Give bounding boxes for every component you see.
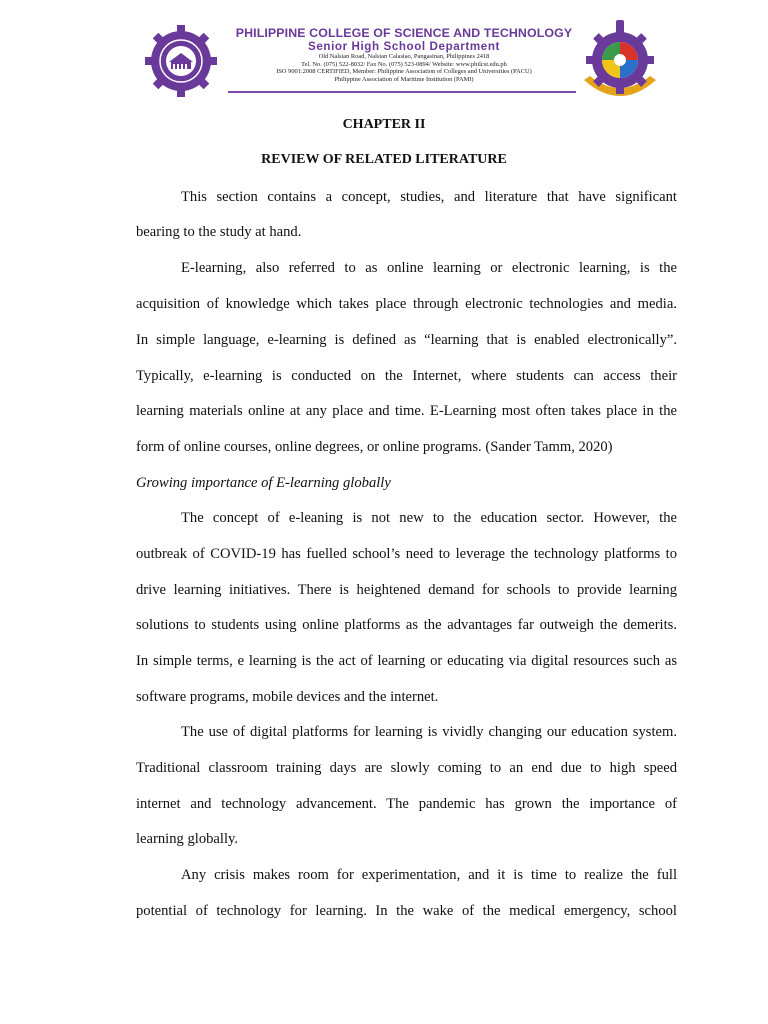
body-line: E-learning, also referred to as online learning or electronic learning, is the [181, 260, 677, 276]
body-line: Traditional classroom training days are slowly coming to an end due to high speed [136, 760, 677, 776]
body-line: Typically, e-learning is conducted on the Internet, where students can access their [136, 368, 677, 384]
subheading: Growing importance of E-learning globally [136, 475, 391, 491]
body-line: bearing to the study at hand. [136, 224, 302, 240]
college-contact: Tel. No. (075) 522-8032/ Fax No. (075) 523-0894/ Website: www.philcst.edu.ph [301, 60, 507, 68]
college-name: PHILIPPINE COLLEGE OF SCIENCE AND TECHNOLOGY [235, 26, 573, 40]
letterhead-rule [228, 91, 576, 93]
body-line: software programs, mobile devices and the internet. [136, 689, 439, 705]
letterhead [140, 20, 660, 106]
body-line: potential of technology for learning. In the wake of the medical emergency, school [136, 903, 677, 919]
body-line: learning globally. [136, 831, 238, 847]
department-name: Senior High School Department [308, 40, 500, 53]
body-line: In simple language, e-learning is defined as “learning that is enabled electronically”. [136, 332, 677, 348]
body-line: Any crisis makes room for experimentation, and it is time to realize the full [181, 867, 677, 883]
body-line: form of online courses, online degrees, or online programs. (Sander Tamm, 2020) [136, 439, 613, 455]
body-line: In simple terms, e learning is the act of learning or educating via digital resources such as [136, 653, 677, 669]
body-line: The concept of e-leaning is not new to the education sector. However, the [181, 510, 677, 526]
body-line: internet and technology advancement. The pandemic has grown the importance of [136, 796, 677, 812]
body-line: acquisition of knowledge which takes place through electronic technologies and media. [136, 296, 677, 312]
body-line: learning materials online at any place and time. E-Learning most often takes place in the [136, 403, 677, 419]
section-title: REVIEW OF RELATED LITERATURE [261, 152, 507, 167]
college-membership: Philippine Association of Maritime Institution (PAMI) [334, 75, 474, 83]
chapter-heading: CHAPTER II [342, 117, 426, 132]
college-address: Old Nalsian Road, Nalsian Calasiao, Pangasinan, Philippines 2418 [318, 53, 490, 60]
body-line: The use of digital platforms for learning is vividly changing our education system. [181, 724, 677, 740]
department-seal-icon [580, 20, 660, 106]
body-line: drive learning initiatives. There is heightened demand for schools to provide learning [136, 582, 677, 598]
college-seal-icon [144, 24, 218, 98]
body-line: solutions to students using online platforms as the advantages far outweigh the demerits. [136, 617, 677, 633]
college-accreditation: ISO 9001:2008 CERTIFIED, Member: Philippine Association of Colleges and Universities (PACU) [276, 68, 532, 76]
body-line: This section contains a concept, studies, and literature that have significant [181, 189, 677, 205]
letterhead-text [220, 26, 588, 83]
body-line: outbreak of COVID-19 has fuelled school’s need to leverage the technology platforms to [136, 546, 677, 562]
